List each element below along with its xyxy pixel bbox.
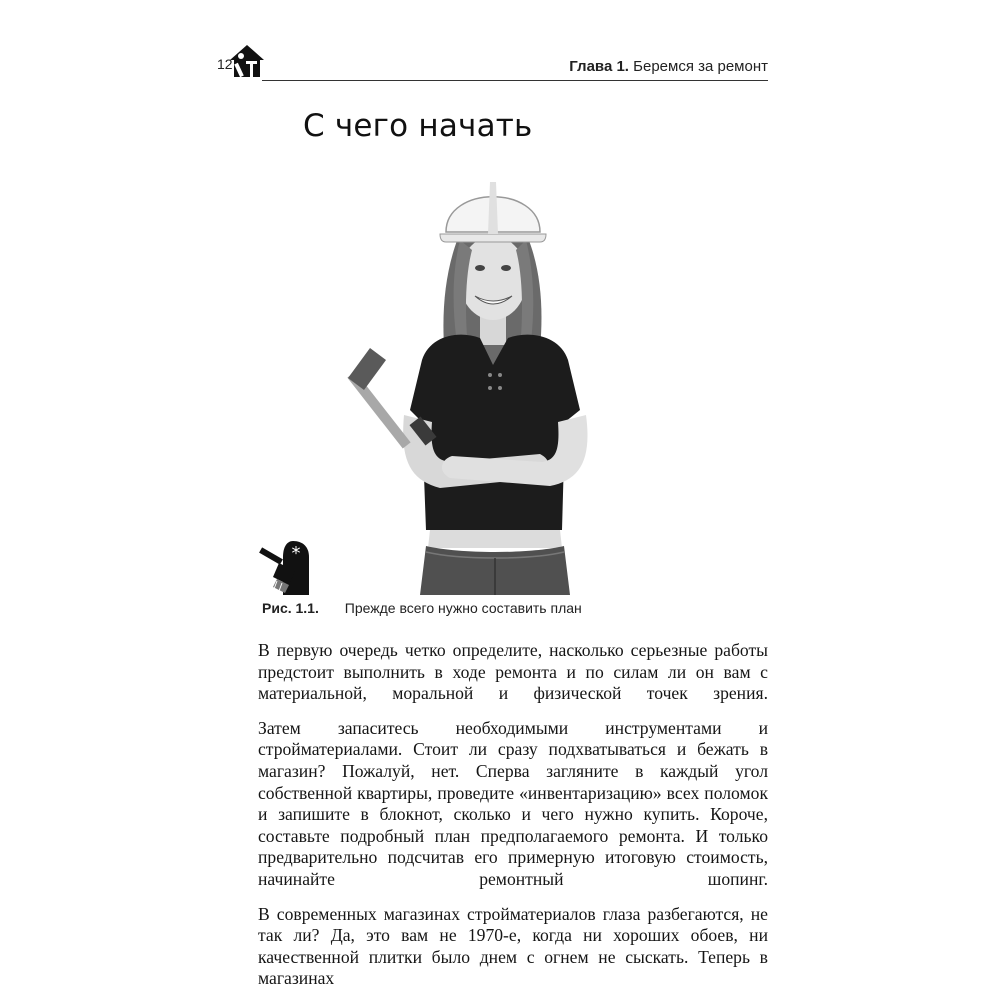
figure-text: Прежде всего нужно составить план xyxy=(344,600,582,616)
body-text xyxy=(258,640,768,990)
paragraph: В современных магазинах стройматериалов глаза разбегаются, не так ли? Да, это вам не 1970-е, когда ни хороших обоев, ни качественной плитки было днем с огнем не сыскать. Теперь в магазинах xyxy=(258,903,768,989)
figure-caption xyxy=(262,600,582,616)
house-tools-icon xyxy=(228,42,266,80)
woman-with-hammer-photo xyxy=(330,160,630,595)
header-rule xyxy=(262,80,768,81)
paragraph: В первую очередь четко определите, насколько серьезные работы предстоит выполнить в ходе ремонта и по силам ли он вам с материальной, моральной и физической точек зрения. xyxy=(258,640,768,704)
running-head xyxy=(569,58,768,75)
paragraph: Затем запаситесь необходимыми инструментами и стройматериалами. Стоит ли сразу подхватываться и бежать в магазин? Пожалуй, нет. Сперва загляните в каждый угол собственной квартиры, проведите «инвентаризацию» всех поломок и запишите в блокнот, сколько и чего нужно купить. Короче, составьте подробный план предполагаемого ремонта. И только предварительно подсчитав его примерную итоговую стоимость, начинайте ремонтный шопинг. xyxy=(258,717,768,889)
page-number: 12 xyxy=(217,56,233,72)
brush-and-paint-icon xyxy=(257,535,319,597)
svg-text:*: * xyxy=(291,543,301,564)
chapter-title: Беремся за ремонт xyxy=(633,58,768,75)
section-title: С чего начать xyxy=(303,108,533,144)
figure-label: Рис. 1.1. xyxy=(262,600,319,616)
chapter-label: Глава 1. xyxy=(569,58,629,75)
